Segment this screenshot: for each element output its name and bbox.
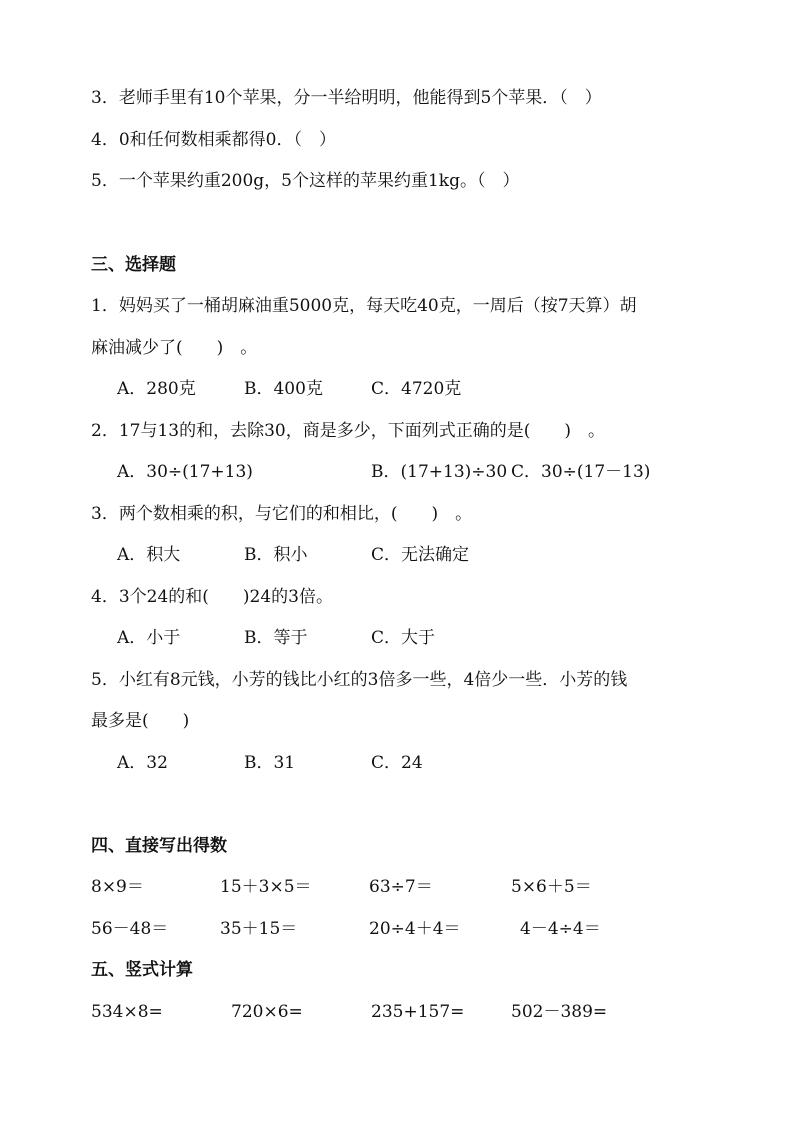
choice-q4-option-c: C．大于 [371,628,436,648]
judge-item-4: 4．0和任何数相乘都得0．（ ） [91,130,336,150]
direct-row1-item4: 5×6＋5＝ [511,877,592,897]
judge-item-5: 5．一个苹果约重200g，5个这样的苹果约重1kg。（ ） [91,171,520,191]
vertical-item1: 534×8= [91,1002,163,1022]
direct-row2-item1: 56－48＝ [91,919,169,939]
choice-q1-option-c: C．4720克 [371,379,462,399]
choice-q5-line1: 5．小红有8元钱，小芳的钱比小红的3倍多一些，4倍少一些．小芳的钱 [91,670,628,690]
choice-q5-option-a: A．32 [117,753,168,773]
choice-q4-option-a: A．小于 [117,628,181,648]
direct-row2-item2: 35＋15＝ [220,919,298,939]
choice-q2-option-b: B．(17+13)÷30 [371,462,508,482]
choice-q3-option-b: B．积小 [244,545,308,565]
direct-row2-item3: 20÷4＋4＝ [369,919,461,939]
choice-q3-option-c: C．无法确定 [371,545,470,565]
vertical-item2: 720×6= [231,1002,303,1022]
choice-q5-option-b: B．31 [244,753,296,773]
choice-q1-option-b: B．400克 [244,379,323,399]
judge-item-3: 3．老师手里有10个苹果，分一半给明明，他能得到5个苹果．（ ） [91,88,602,108]
choice-q4-option-b: B．等于 [244,628,308,648]
section-heading-choice: 三、选择题 [91,255,176,275]
choice-q1-line1: 1．妈妈买了一桶胡麻油重5000克，每天吃40克，一周后（按7天算）胡 [91,296,637,316]
choice-q2-option-a: A．30÷(17+13) [117,462,253,482]
choice-q1-option-a: A．280克 [117,379,196,399]
choice-q2-line1: 2．17与13的和，去除30，商是多少，下面列式正确的是( ) 。 [91,421,605,441]
vertical-item4: 502－389= [511,1002,608,1022]
section-heading-direct: 四、直接写出得数 [91,836,227,856]
choice-q1-line2: 麻油减少了( ) 。 [91,338,258,358]
choice-q5-option-c: C．24 [371,753,423,773]
choice-q3-line1: 3．两个数相乘的积，与它们的和相比，( ) 。 [91,504,473,524]
choice-q3-option-a: A．积大 [117,545,181,565]
choice-q2-option-c: C．30÷(17－13) [511,462,651,482]
vertical-item3: 235+157= [371,1002,465,1022]
choice-q5-line2: 最多是( ) [91,711,190,731]
choice-q4-line1: 4．3个24的和( )24的3倍。 [91,587,333,607]
direct-row2-item4: 4－4÷4＝ [520,919,601,939]
section-heading-vertical: 五、竖式计算 [91,960,193,980]
direct-row1-item3: 63÷7＝ [369,877,433,897]
direct-row1-item2: 15＋3×5＝ [220,877,312,897]
direct-row1-item1: 8×9＝ [91,877,144,897]
